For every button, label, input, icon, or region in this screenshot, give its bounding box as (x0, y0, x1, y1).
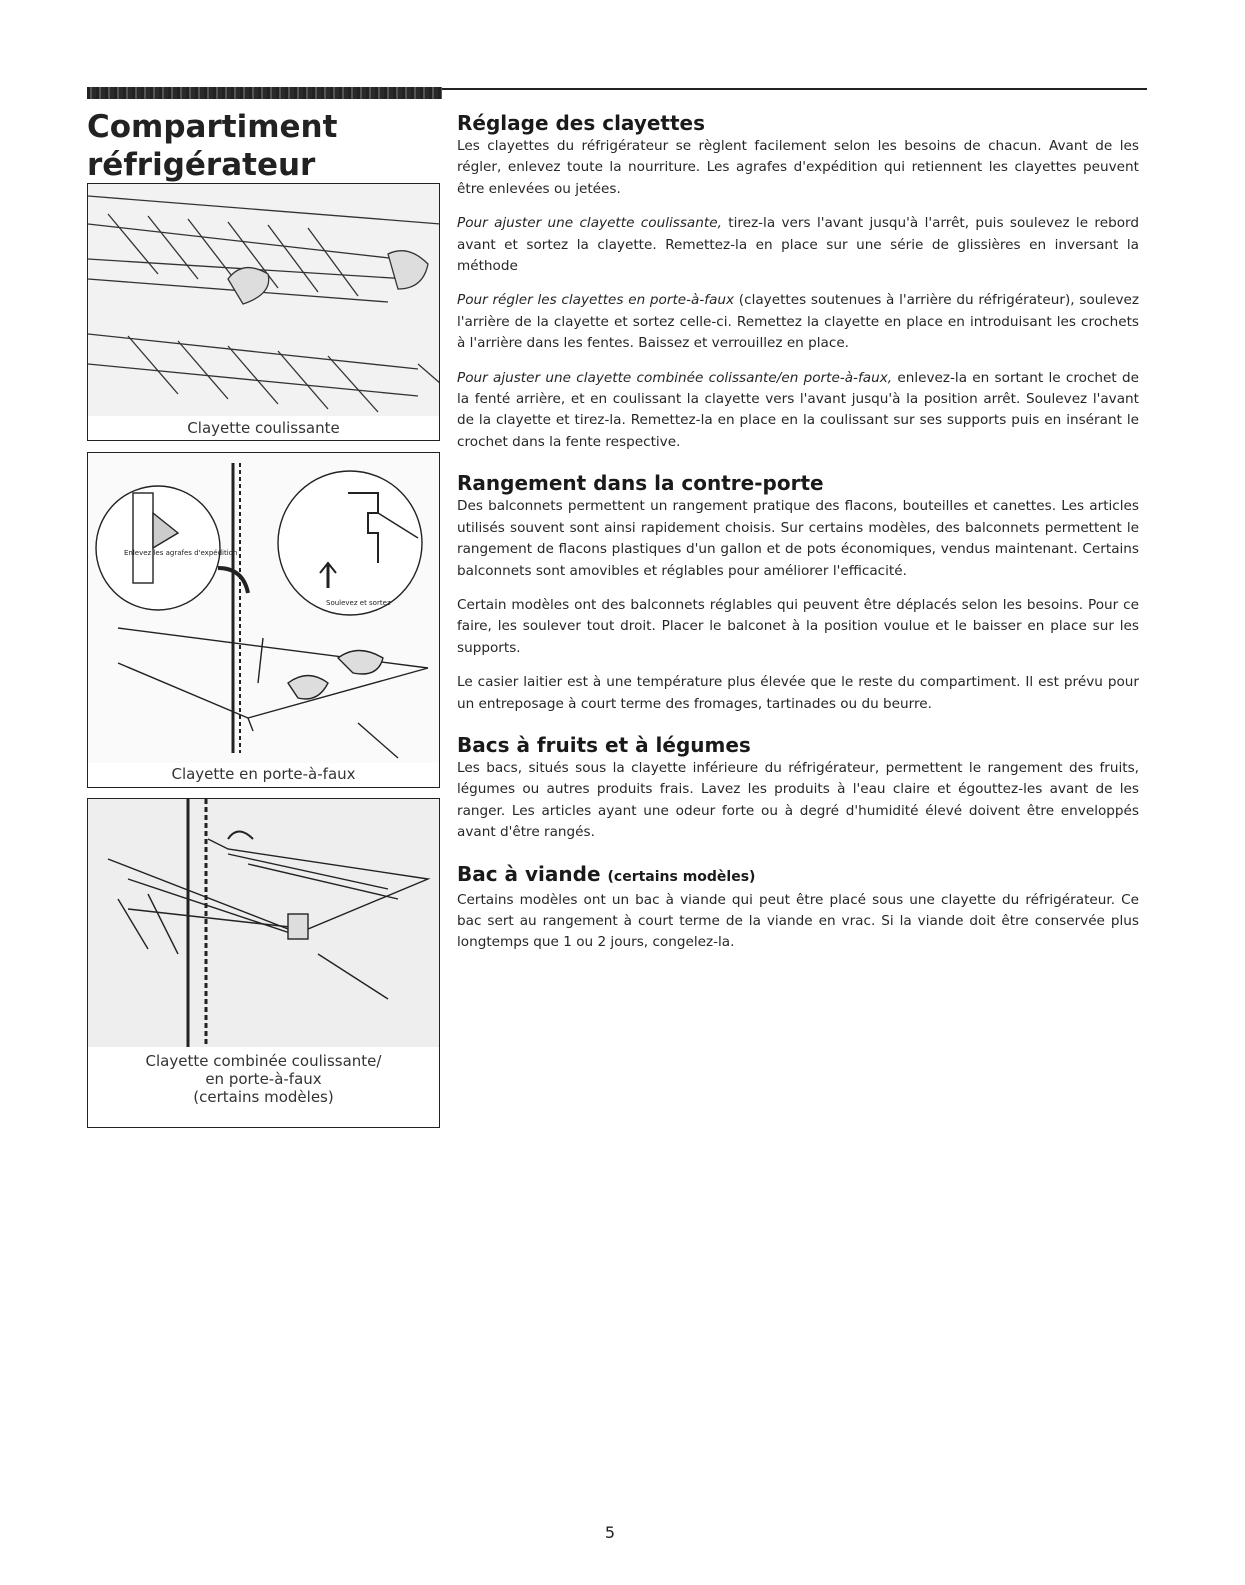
heading-meat-drawer: Bac à viande (certains modèles) (457, 861, 756, 886)
heading-crispers: Bacs à fruits et à légumes (457, 732, 751, 757)
paragraph: Les clayettes du réfrigérateur se règlent facilement selon les besoins de chacun. Avant de les régler, enlevez toute la nourriture. Les agrafes d'expédition qui retiennent les clayettes peuvent être enlevées ou jetées. (457, 138, 1139, 197)
paragraph: Certain modèles ont des balconnets réglables qui peuvent être déplacés selon les besoins. Pour ce faire, les soulever tout droit. Placer le balconet à la position voulue et le baisser en place sur les supports. (457, 596, 1139, 656)
page-number: 5 (604, 1523, 616, 1542)
figure-caption: Clayette coulissante (187, 419, 340, 437)
paragraph: Pour ajuster une clayette combinée colissante/en porte-à-faux, enlevez-la en sortant le crochet de la fenté arrière, et en coulissant la clayette vers l'avant jusqu'à la position arrêt. Soulevez l'avant de la clayette et tirez-la. Remettez-la en place en la coulissant sur ses supports puis en insérant le crochet dans la fente respective. (457, 369, 1139, 450)
page-title: Compartiment réfrigérateur (87, 109, 338, 183)
paragraph: Des balconnets permettent un rangement pratique des flacons, bouteilles et canettes. Les articles utilisés souvent sont ainsi rapidement choisis. Sur certains modèles, des balconnets permettent le rangement de flacons plastiques d'un gallon et de pots économiques, vendus maintenant. Certains balconnets sont amovibles et réglables pour améliorer l'efficacité. (457, 498, 1139, 579)
caption-line: (certains modèles) (193, 1088, 334, 1106)
heading-note: (certains modèles) (607, 868, 756, 885)
paragraph: Les bacs, situés sous la clayette inférieure du réfrigérateur, permettent le rangement des fruits, légumes ou autres produits frais. Lavez les produits à l'eau claire et égouttez-les avant de les ranger. Les articles ayant une odeur forte ou à degré d'humidité élevé doivent être enveloppés avant d'être rangés. (457, 759, 1139, 841)
paragraph: Pour ajuster une clayette coulissante, tirez-la vers l'avant jusqu'à l'arrêt, puis soulevez le rebord avant et sortez la clayette. Remettez-la en place sur une série de glissières en inversant la méthode (457, 215, 1139, 275)
sliding-shelf-illustration (88, 184, 440, 416)
header-rule (442, 88, 1147, 90)
paragraph: Le casier laitier est à une température plus élevée que le reste du compartiment. Il est prévu pour un entreposage à court terme des fromages, tartinades ou du beurre. (457, 674, 1139, 712)
figure-caption (88, 1052, 439, 1106)
heading-door-storage: Rangement dans la contre-porte (457, 471, 824, 496)
figure-cantilever-shelf (87, 452, 440, 788)
header-bar-dark (87, 87, 442, 99)
figure-sliding-shelf (87, 183, 440, 441)
combination-shelf-illustration (88, 799, 440, 1047)
callout-remove-clips: Enlevez les agrafes d'expédition (124, 549, 238, 557)
caption-line: Clayette combinée coulissante/ (145, 1052, 382, 1070)
paragraph-lead: Pour ajuster une clayette combinée colissante/en porte-à-faux, (457, 369, 893, 386)
paragraph-lead: Pour ajuster une clayette coulissante, (457, 215, 722, 232)
paragraph: Pour régler les clayettes en porte-à-faux (clayettes soutenues à l'arrière du réfrigérateur), soulevez l'arrière de la clayette et sortez celle-ci. Remettez la clayette en place en introduisant les crochets à l'arrière dans les fentes. Baissez et verrouillez en place. (457, 292, 1139, 352)
caption-line: en porte-à-faux (205, 1070, 322, 1088)
heading-shelf-adjustment: Réglage des clayettes (457, 111, 706, 135)
cantilever-shelf-illustration (88, 453, 440, 763)
callout-lift-remove: Soulevez et sortez (326, 599, 391, 607)
content-column (457, 110, 1139, 954)
paragraph-lead: Pour régler les clayettes en porte-à-faux (457, 292, 735, 309)
paragraph: Certains modèles ont un bac à viande qui peut être placé sous une clayette du réfrigérateur. Ce bac sert au rangement à court terme de la viande en vrac. Si la viande doit être conservée plus longtemps que 1 ou 2 jours, congelez-la. (457, 891, 1139, 951)
figure-caption: Clayette en porte-à-faux (171, 765, 356, 783)
figure-combination-shelf (87, 798, 440, 1128)
